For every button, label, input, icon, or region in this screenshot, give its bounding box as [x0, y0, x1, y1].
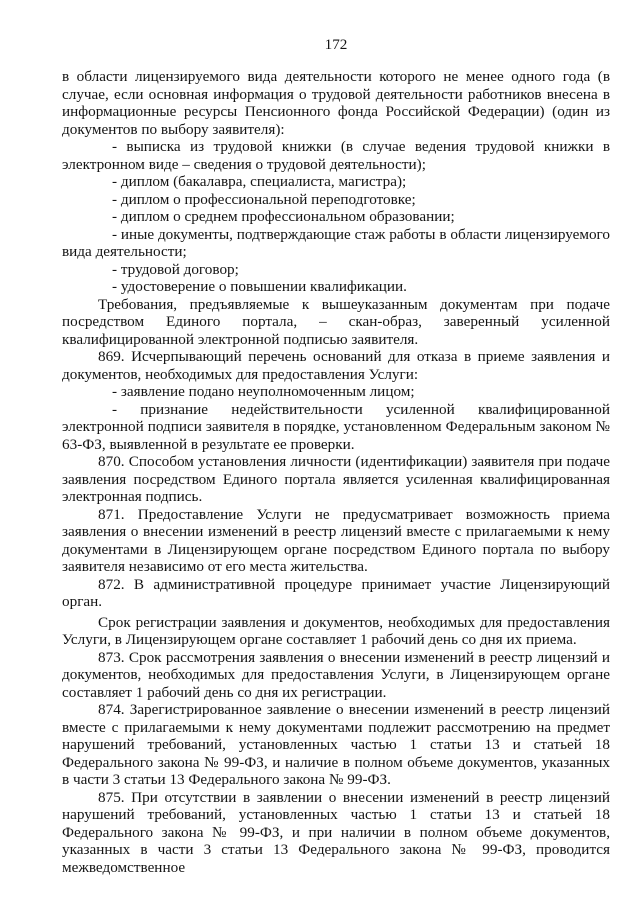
list-item: - выписка из трудовой книжки (в случае ведения трудовой книжки в электронном виде – сведения о трудовой деятельности);	[62, 138, 610, 173]
document-body	[62, 68, 610, 876]
list-item: - удостоверение о повышении квалификации.	[112, 278, 407, 295]
paragraph: 873. Срок рассмотрения заявления о внесении изменений в реестр лицензий и документов, необходимых для предоставления Услуги, в Лицензирующем органе составляет 1 рабочий день со дня их регистрации.	[62, 648, 610, 701]
list-item: - диплом (бакалавра, специалиста, магистра);	[112, 173, 407, 190]
paragraph: 875. При отсутствии в заявлении о внесении изменений в реестр лицензий нарушений требований, установленных частью 1 статьи 13 и статьей 18 Федерального закона № 99-ФЗ, и при наличии в полном объеме документов, указанных в части 3 статьи 13 Федерального закона № 99-ФЗ, проводится межведомственное	[62, 788, 610, 876]
list-item: - диплом о профессиональной переподготовке;	[112, 190, 416, 208]
list-item: - заявление подано неуполномоченным лицом;	[112, 383, 415, 400]
list-item: - признание недействительности усиленной квалифицированной электронной подписи заявителя в порядке, установленном Федеральным законом № 63-ФЗ, выявленной в результате ее проверки.	[62, 400, 610, 453]
list-item: - диплом о среднем профессиональном образовании;	[112, 208, 455, 225]
paragraph: в области лицензируемого вида деятельности которого не менее одного года (в случае, если основная информация о трудовой деятельности работников внесена в информационные ресурсы Пенсионного фонда Российской Федерации) (один из документов по выбору заявителя):	[62, 68, 610, 138]
paragraph: 870. Способом установления личности (идентификации) заявителя при подаче заявления посредством Единого портала является усиленная квалифицированная электронная подпись.	[62, 453, 610, 505]
list-item: - трудовой договор;	[112, 260, 239, 278]
paragraph: 869. Исчерпывающий перечень оснований для отказа в приеме заявления и документов, необходимых для предоставления Услуги:	[62, 348, 610, 383]
paragraph: 871. Предоставление Услуги не предусматривает возможность приема заявления о внесении изменений в реестр лицензий вместе с прилагаемыми к нему документами в Лицензирующем органе посредством Единого портала по выбору заявителя независимо от его места жительства.	[62, 505, 610, 575]
list-item: - иные документы, подтверждающие стаж работы в области лицензируемого вида деятельности;	[62, 225, 610, 260]
document-page	[62, 36, 610, 876]
paragraph: 874. Зарегистрированное заявление о внесении изменений в реестр лицензий вместе с прилагаемыми к нему документами подлежит рассмотрению на предмет нарушений требований, установленных частью 1 статьи 13 и статьей 18 Федерального закона № 99-ФЗ, и наличие в полном объеме документов, указанных в части 3 статьи 13 Федерального закона № 99-ФЗ.	[62, 701, 610, 788]
paragraph: Срок регистрации заявления и документов, необходимых для предоставления Услуги, в Лицензирующем органе составляет 1 рабочий день со дня их приема.	[62, 613, 610, 648]
paragraph: 872. В административной процедуре принимает участие Лицензирующий орган.	[62, 575, 610, 610]
paragraph: Требования, предъявляемые к вышеуказанным документам при подаче посредством Единого портала, – скан-образ, заверенный усиленной квалифицированной электронной подписью заявителя.	[62, 295, 610, 348]
page-number: 172	[324, 36, 348, 53]
